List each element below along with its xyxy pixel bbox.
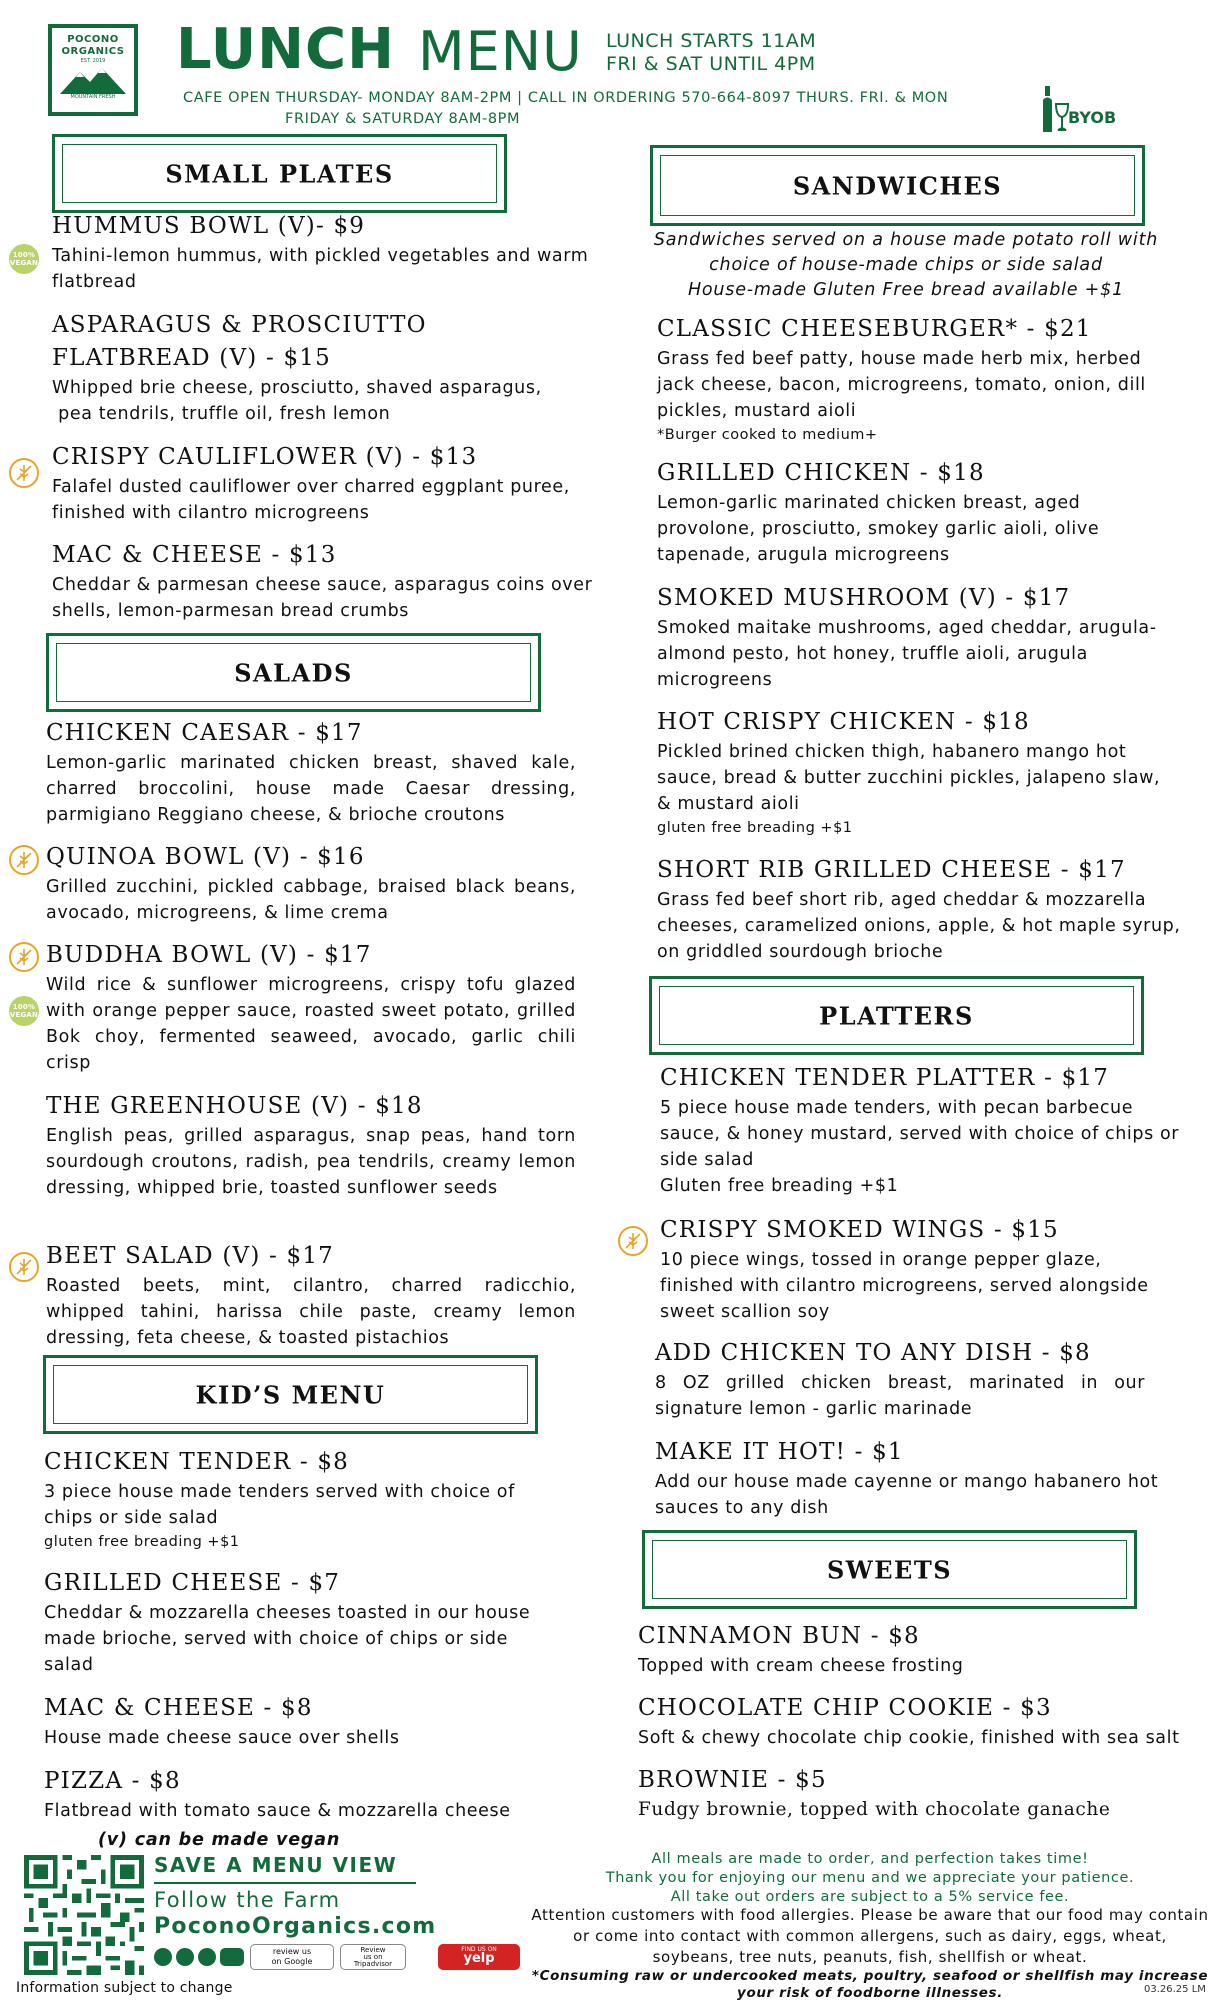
item-name: HOT CRISPY CHICKEN - $18 — [657, 709, 1030, 735]
item-name: CHICKEN CAESAR - $17 — [46, 720, 363, 746]
item-name: CRISPY SMOKED WINGS - $15 — [660, 1217, 1059, 1243]
menu-item-asparagus-flatbread — [52, 309, 612, 427]
item-description: 10 piece wings, tossed in orange pepper glaze, finished with cilantro microgreens, served alongside sweet scallion soy — [660, 1250, 1149, 1322]
item-name: CLASSIC CHEESEBURGER* - $21 — [657, 316, 1092, 342]
sandwich-smoked-mushroom — [657, 582, 1177, 693]
title-menu: MENU — [418, 20, 583, 83]
item-description: Lemon-garlic marinated chicken breast, aged provolone, prosciutto, smokey garlic aioli, olive tapenade, arugula microgreens — [657, 493, 1100, 565]
raw-food-warning: *Consuming raw or undercooked meats, poultry, seafood or shellfish may increase your risk of foodborne illnesses. — [531, 1968, 1209, 2001]
menu-item-beet-salad — [46, 1240, 576, 1351]
vegan-note: (v) can be made vegan — [98, 1830, 341, 1850]
item-name: SHORT RIB GRILLED CHEESE - $17 — [657, 857, 1126, 883]
section-title: SWEETS — [826, 1555, 953, 1584]
sandwich-hot-crispy-chicken — [657, 706, 1177, 839]
item-name: SMOKED MUSHROOM (V) - $17 — [657, 585, 1071, 611]
facebook-icon[interactable] — [154, 1948, 172, 1966]
cafe-hours-line-2: FRIDAY & SATURDAY 8AM-8PM — [285, 111, 521, 127]
order-notice-line-1: All meals are made to order, and perfection takes time! — [651, 1851, 1089, 1867]
gluten-free-icon — [9, 458, 39, 488]
item-description: Pickled brined chicken thigh, habanero mango hot sauce, bread & butter zucchini pickles, jalapeno slaw, & mustard aioli — [657, 742, 1161, 814]
item-note: *Burger cooked to medium+ — [657, 427, 878, 443]
item-name: THE GREENHOUSE (V) - $18 — [46, 1093, 423, 1119]
item-description: Wild rice & sunflower microgreens, crispy tofu glazed with orange pepper sauce, roasted sweet potato, grilled Bok choy, fermented seaweed, avocado, garlic chili crisp — [46, 975, 576, 1073]
item-description: Roasted beets, mint, cilantro, charred radicchio, whipped tahini, harissa chile paste, creamy lemon dressing, feta cheese, & toasted pistachios — [46, 1276, 576, 1348]
sweet-chocolate-chip-cookie — [638, 1692, 1208, 1751]
item-name: MAC & CHEESE - $8 — [44, 1695, 313, 1721]
section-platters — [649, 976, 1144, 1055]
sweet-cinnamon-bun — [638, 1620, 1198, 1679]
section-title: PLATTERS — [819, 1001, 974, 1030]
item-name: QUINOA BOWL (V) - $16 — [46, 844, 365, 870]
menu-item-chicken-caesar — [46, 717, 576, 828]
section-salads — [46, 633, 541, 712]
item-description: Fudgy brownie, topped with chocolate ganache — [638, 1799, 1111, 1820]
website-link[interactable]: PoconoOrganics.com — [154, 1914, 437, 1939]
save-menu-view-label: SAVE A MENU VIEW — [154, 1853, 398, 1877]
item-note: gluten free breading +$1 — [657, 820, 853, 836]
gluten-free-icon — [9, 1252, 39, 1282]
yelp-link[interactable]: FIND US ON yelp — [438, 1944, 520, 1970]
item-name: GRILLED CHICKEN - $18 — [657, 460, 985, 486]
pocono-organics-logo — [48, 24, 138, 116]
item-name: MAC & CHEESE - $13 — [52, 542, 337, 568]
section-sandwiches — [650, 145, 1145, 226]
item-description: Soft & chewy chocolate chip cookie, finished with sea salt — [638, 1728, 1180, 1748]
google-review-link[interactable]: review us on Google — [250, 1944, 334, 1970]
item-name-line-2: FLATBREAD (V) - $15 — [52, 345, 331, 371]
vegan-badge-icon: 100% VEGAN — [9, 996, 39, 1026]
kids-item-mac-and-cheese — [44, 1692, 574, 1751]
sandwich-intro-line-2: choice of house-made chips or side salad — [709, 255, 1103, 275]
kids-item-chicken-tender — [44, 1446, 554, 1553]
item-name: GRILLED CHEESE - $7 — [44, 1570, 341, 1596]
section-small-plates — [52, 134, 507, 213]
item-description: 3 piece house made tenders served with choice of chips or side salad — [44, 1482, 515, 1528]
section-title: SALADS — [234, 658, 353, 687]
item-description: Grass fed beef patty, house made herb mix, herbed jack cheese, bacon, microgreens, tomato, onion, dill pickles, mustard aioli — [657, 349, 1146, 421]
vimeo-icon[interactable] — [198, 1948, 216, 1966]
allergy-notice: Attention customers with food allergies. Please be aware that our food may contain or come into contact with common allergens, such as dairy, eggs, wheat, soybeans, tree nuts, peanuts, fish, shellfish or wheat. — [531, 1906, 1209, 1966]
kids-item-pizza — [44, 1765, 584, 1824]
item-name: ASPARAGUS & PROSCIUTTO — [52, 312, 427, 338]
sandwich-short-rib-grilled-cheese — [657, 854, 1187, 965]
section-title: SMALL PLATES — [165, 159, 394, 188]
section-title: SANDWICHES — [792, 171, 1003, 200]
item-description-line-2: pea tendrils, truffle oil, fresh lemon — [52, 404, 391, 424]
gluten-free-icon — [618, 1226, 648, 1256]
menu-item-crispy-cauliflower — [52, 441, 612, 526]
wine-bottle-icon — [1040, 86, 1070, 134]
sandwich-classic-cheeseburger — [657, 313, 1177, 446]
item-description: Tahini-lemon hummus, with pickled vegetables and warm flatbread — [52, 246, 589, 292]
logo-line-2: ORGANICS — [61, 46, 125, 57]
item-description: 5 piece house made tenders, with pecan barbecue sauce, & honey mustard, served with choice of chips or side salad — [660, 1098, 1180, 1170]
menu-item-buddha-bowl — [46, 939, 576, 1076]
follow-the-farm-label: Follow the Farm — [154, 1888, 341, 1912]
lunch-hours-line-1: LUNCH STARTS 11AM — [606, 30, 817, 52]
item-description: Grass fed beef short rib, aged cheddar & mozzarella cheeses, caramelized onions, apple, & hot maple syrup, on griddled sourdough brioche — [657, 890, 1181, 962]
menu-item-the-greenhouse — [46, 1090, 576, 1201]
sandwich-intro-line-3: House-made Gluten Free bread available +$1 — [687, 280, 1125, 300]
menu-item-mac-and-cheese — [52, 539, 612, 624]
section-kids-menu — [43, 1355, 538, 1434]
gluten-free-icon — [9, 942, 39, 972]
item-note: Gluten free breading +$1 — [660, 1176, 899, 1196]
menu-item-hummus-bowl — [52, 210, 612, 295]
item-name: CHICKEN TENDER PLATTER - $17 — [660, 1065, 1110, 1091]
item-description: House made cheese sauce over shells — [44, 1728, 400, 1748]
section-title: KID’S MENU — [195, 1380, 386, 1409]
logo-line-4: MOUNTAIN FRESH — [70, 94, 116, 100]
date-code: 03.26.25 LM — [1144, 1984, 1206, 1995]
instagram-icon[interactable] — [176, 1948, 194, 1966]
item-description: 8 OZ grilled chicken breast, marinated in our signature lemon - garlic marinade — [655, 1373, 1145, 1419]
item-name: BEET SALAD (V) - $17 — [46, 1243, 334, 1269]
item-description: Cheddar & mozzarella cheeses toasted in our house made brioche, served with choice of chips or side salad — [44, 1603, 531, 1675]
item-description: English peas, grilled asparagus, snap peas, hand torn sourdough croutons, radish, pea tendrils, creamy lemon dressing, whipped brie, toasted sunflower seeds — [46, 1126, 576, 1198]
item-description: Add our house made cayenne or mango habanero hot sauces to any dish — [655, 1472, 1159, 1518]
gluten-free-icon — [9, 845, 39, 875]
logo-line-1: POCONO — [67, 34, 119, 45]
sandwich-intro-line-1: Sandwiches served on a house made potato roll with — [653, 230, 1159, 250]
item-name: BROWNIE - $5 — [638, 1767, 827, 1793]
item-description: Whipped brie cheese, prosciutto, shaved asparagus, — [52, 378, 542, 398]
item-name: PIZZA - $8 — [44, 1768, 181, 1794]
title-lunch: LUNCH — [176, 17, 395, 82]
social-links — [154, 1944, 534, 1972]
platter-chicken-tender — [660, 1062, 1180, 1199]
order-notice-line-2: Thank you for enjoying our menu and we appreciate your patience. — [605, 1870, 1135, 1886]
item-description: Topped with cream cheese frosting — [638, 1656, 964, 1676]
item-description: Grilled zucchini, pickled cabbage, braised black beans, avocado, microgreens, & lime crema — [46, 877, 576, 923]
divider — [154, 1882, 416, 1884]
sweet-brownie — [638, 1764, 1208, 1823]
vegan-badge-icon: 100% VEGAN — [9, 244, 39, 274]
item-name: CHOCOLATE CHIP COOKIE - $3 — [638, 1695, 1052, 1721]
info-subject-to-change: Information subject to change — [16, 1980, 233, 1996]
logo-line-3: EST. 2019 — [80, 58, 106, 64]
platter-make-it-hot — [655, 1436, 1175, 1521]
sandwich-grilled-chicken — [657, 457, 1177, 568]
order-notice-line-3: All take out orders are subject to a 5% service fee. — [670, 1889, 1070, 1905]
item-description: Cheddar & parmesan cheese sauce, asparagus coins over shells, lemon-parmesan bread crumbs — [52, 575, 593, 621]
menu-item-quinoa-bowl — [46, 841, 576, 926]
mountain-logo-icon — [60, 66, 126, 94]
item-description: Lemon-garlic marinated chicken breast, shaved kale, charred broccolini, house made Caesar dressing, parmigiano Reggiano cheese, & brioche croutons — [46, 753, 576, 825]
lunch-hours-line-2: FRI & SAT UNTIL 4PM — [606, 53, 816, 75]
item-description: Smoked maitake mushrooms, aged cheddar, arugula-almond pesto, hot honey, truffle aioli, arugula microgreens — [657, 618, 1157, 690]
item-description: Flatbread with tomato sauce & mozzarella cheese — [44, 1801, 511, 1821]
item-name: CINNAMON BUN - $8 — [638, 1623, 920, 1649]
item-name: MAKE IT HOT! - $1 — [655, 1439, 904, 1465]
tripadvisor-review-link[interactable]: Review us on Tripadvisor — [340, 1944, 406, 1970]
item-name: CRISPY CAULIFLOWER (V) - $13 — [52, 444, 478, 470]
item-description: Falafel dusted cauliflower over charred eggplant puree, finished with cilantro microgreens — [52, 477, 570, 523]
qr-code-icon[interactable] — [24, 1855, 144, 1975]
platter-add-chicken — [655, 1337, 1145, 1422]
byob-badge — [1040, 86, 1120, 134]
kids-item-grilled-cheese — [44, 1567, 554, 1678]
order-notice — [560, 1850, 1180, 1907]
item-name: BUDDHA BOWL (V) - $17 — [46, 942, 372, 968]
item-name: ADD CHICKEN TO ANY DISH - $8 — [655, 1340, 1091, 1366]
cafe-hours-line-1: CAFE OPEN THURSDAY- MONDAY 8AM-2PM | CALL IN ORDERING 570-664-8097 THURS. FRI. & MON — [183, 90, 949, 106]
item-note: gluten free breading +$1 — [44, 1534, 240, 1550]
item-name: CHICKEN TENDER - $8 — [44, 1449, 350, 1475]
byob-label: BYOB — [1068, 108, 1117, 127]
platter-crispy-smoked-wings — [660, 1214, 1180, 1325]
youtube-icon[interactable] — [220, 1948, 244, 1966]
sandwich-intro — [628, 228, 1184, 303]
section-sweets — [642, 1530, 1137, 1609]
item-name: HUMMUS BOWL (V)- $9 — [52, 213, 366, 239]
